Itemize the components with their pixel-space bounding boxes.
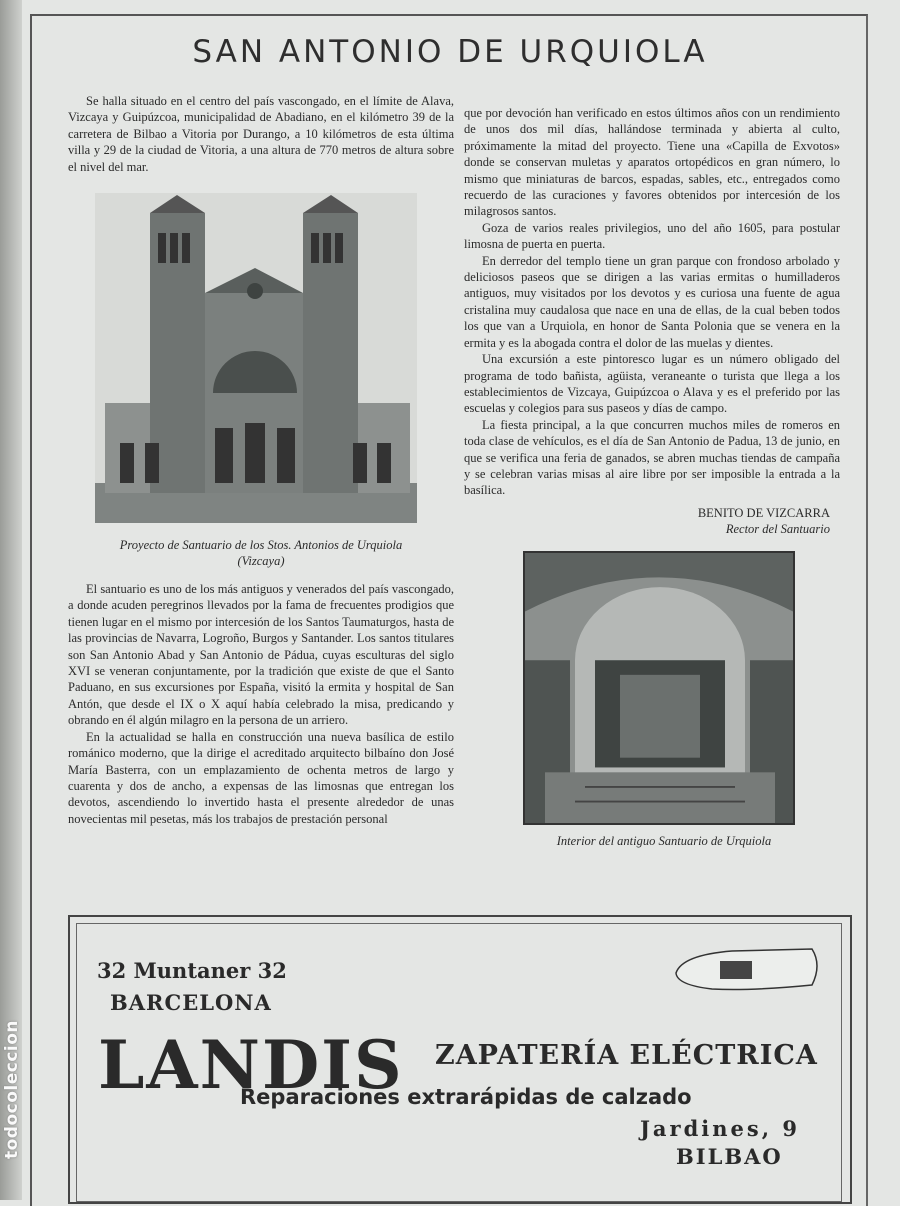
author-role: Rector del Santuario bbox=[725, 521, 830, 536]
church-project-illustration bbox=[95, 193, 417, 523]
interior-caption: Interior del antiguo Santuario de Urquiola bbox=[556, 833, 772, 848]
ad-address-barcelona: 32 Muntaner 32 bbox=[97, 958, 287, 983]
paragraph: El santuario es uno de los más antiguos y venerados del país vascongado, a donde acuden peregrinos llevados por la fama de frecuentes prodigios que tienen lugar en el mismo por intercesión de los Santos Taumaturgos, hasta de las provincias de Navarra, Logroño, Burgos y Santander. Los santos titulares son San Antonio Abad y San Antonio de Pádua, cuyas esculturas del siglo XVI se veneran conjuntamente, por la tradición que existe de que el Santo Paduano, en sus excursiones por España, visitó la ermita y hospital de San Antón, que desde el IX o X aquí había celebrado la misa, predicando y obrando en él algún milagro en la persona de un arriero. bbox=[68, 582, 454, 728]
paragraph: En la actualidad se halla en construcción una nueva basílica de estilo románico moderno, que la dirige el acreditado arquitecto bilbaíno don José María Basterra, con un emplazamiento de ochenta metros de largo y cuarenta y dos de ancho, a expensas de las limosnas que entregan los devotos, ascendiendo lo invertido hasta el presente alrededor de unas novecientas mil pesetas, más los trabajos de prestación personal bbox=[68, 729, 454, 826]
shoe-logo bbox=[672, 945, 822, 993]
ad-tagline: Reparaciones extrarápidas de calzado bbox=[240, 1085, 692, 1109]
ad-business: ZAPATERÍA ELÉCTRICA bbox=[435, 1040, 818, 1071]
page-title: SAN ANTONIO DE URQUIOLA bbox=[192, 34, 708, 70]
right-column bbox=[464, 105, 840, 849]
interior-photo bbox=[523, 551, 795, 825]
watermark: todocoleccion bbox=[2, 1020, 22, 1160]
paragraph: La fiesta principal, a la que concurren muchos miles de romeros en toda clase de vehículos, es el día de San Antonio de Padua, 13 de junio, en que se verifica una feria de ganados, se abren muchas tiendas de campaña y se celebran varias misas al aire libre por ser imposible la entrada a la basílica. bbox=[464, 417, 840, 498]
ad-city-bilbao: BILBAO bbox=[676, 1144, 783, 1169]
paragraph: En derredor del templo tiene un gran parque con frondoso arbolado y deliciosos paseos que se dirigen a las varias ermitas o humilladeros antiguos, muy visitados por los devotos y es curiosa una fuente de agua cristalina muy caudalosa que nace en una de ellas, de la cual beben todos los que van a Urquiola, en honor de Santa Polonia que se venera en la ermita y es la abogada contra el dolor de las muelas y dientes. bbox=[464, 253, 840, 350]
ad-address-bilbao: Jardines, 9 bbox=[640, 1116, 800, 1141]
paragraph: que por devoción han verificado en estos últimos años con un rendimiento de unos dos mil días, hallándose terminada y abierta al culto, próximamente la mitad del proyecto. Tiene una «Capilla de Exvotos» donde se conservan muletas y aparatos ortopédicos en gran número, lo mismo que miniaturas de barcos, espadas, sables, etc., entregados como recuerdo de las curaciones y favores obtenidos por intercesión de los milagrosos santos. bbox=[464, 106, 840, 219]
ad-city-barcelona: BARCELONA bbox=[110, 990, 272, 1015]
intro-paragraph: Se halla situado en el centro del país vascongado, en el límite de Alava, Vizcaya y Guipúzcoa, municipalidad de Abadiano, en el kilómetro 39 de la carretera de Bilbao a Vitoria por Durango, a 10 kilómetros de esta última villa y 29 de la ciudad de Vitoria, a una altura de 770 metros de altura sobre el nivel del mar. bbox=[68, 94, 454, 174]
author-name: BENITO DE VIZCARRA bbox=[697, 505, 830, 520]
ad-brand: LANDIS bbox=[98, 1026, 404, 1104]
paragraph: Una excursión a este pintoresco lugar es un número obligado del programa de todo bañista, agüista, veraneante o turista que llega a los establecimientos de Vizcaya, Guipúzcoa o Alava y es el preferido por las escuelas y colegios para sus paseos y días de campo. bbox=[464, 352, 840, 416]
left-column bbox=[68, 93, 454, 827]
church-caption: Proyecto de Santuario de los Stos. Antonios de Urquiola (Vizcaya) bbox=[119, 538, 403, 569]
paragraph: Goza de varios reales privilegios, uno del año 1605, para postular limosna de puerta en puerta. bbox=[464, 220, 840, 252]
